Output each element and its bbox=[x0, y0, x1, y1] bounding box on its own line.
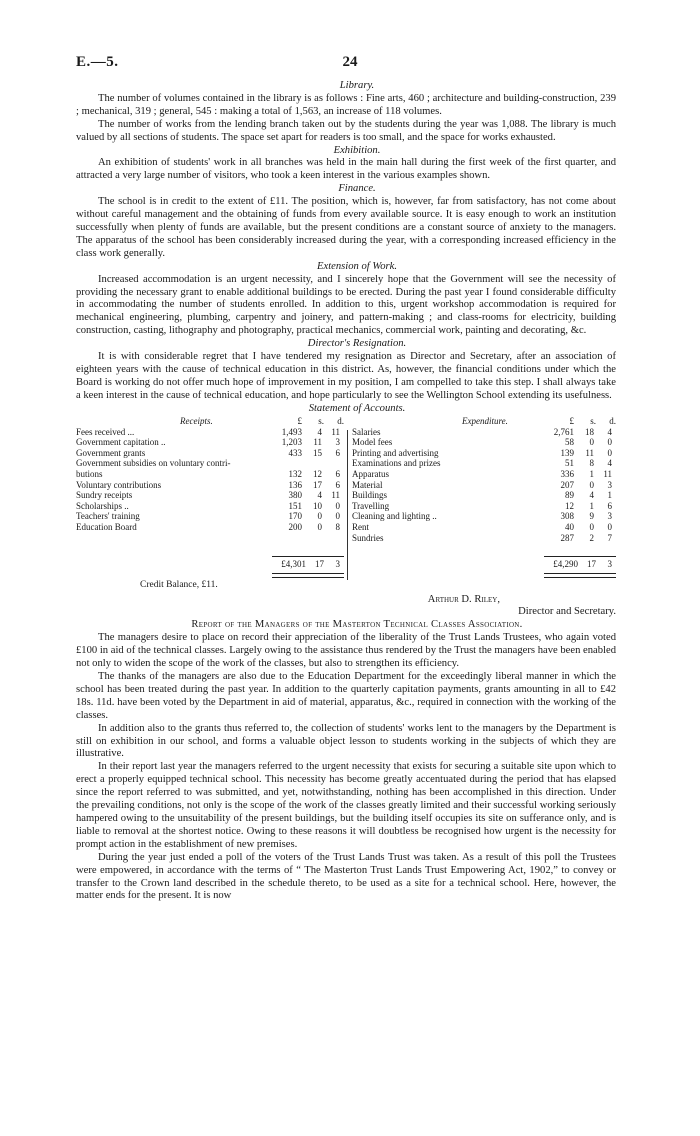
receipt-amount bbox=[272, 448, 344, 459]
expenditure-total-rule bbox=[544, 556, 616, 557]
credit-balance: Credit Balance, £11. bbox=[140, 579, 218, 590]
receipt-pence: 11 bbox=[331, 426, 340, 437]
pounds-head: £ bbox=[569, 415, 574, 426]
expenditure-shillings: 9 bbox=[589, 511, 594, 522]
receipt-shillings: 10 bbox=[313, 500, 322, 511]
exhibition-heading: Exhibition. bbox=[333, 144, 381, 156]
receipt-pounds: 200 bbox=[288, 521, 302, 532]
expenditure-pounds: 2,761 bbox=[553, 426, 574, 437]
receipt-pounds: 1,203 bbox=[281, 437, 302, 448]
receipt-row bbox=[76, 458, 344, 469]
receipt-shillings: 12 bbox=[313, 468, 322, 479]
report-paragraph-4: In their report last year the managers referred to the urgent necessity that exists for securing a suitable site upon which to erect a properly equipped technical school. This necessity has become greatly accentuated during the period that has elapsed since the report referred to was submitted, and yet, notwithstanding, nothing has been accomplished in this direction. Under the prevailing conditions, not only is the scope of the work of the classes greatly limited and their successful working seriously hampered owing to the unsuitability of the present buildings, but the building itself occupies its site on sufferance only, and is liable to removal at the shortest notice. Owing to these reasons it will doubtless be recognised how urgent is the necessity for prompt action in the establishment of new premises. bbox=[76, 761, 616, 850]
expenditure-shillings: 8 bbox=[589, 458, 594, 469]
expenditure-pounds: 89 bbox=[565, 490, 574, 501]
receipt-row bbox=[76, 469, 344, 480]
expenditure-shillings: 1 bbox=[589, 468, 594, 479]
receipt-label: Government capitation .. bbox=[76, 437, 166, 448]
receipt-shillings: 15 bbox=[313, 447, 322, 458]
receipt-pence: 11 bbox=[331, 490, 340, 501]
receipt-row bbox=[76, 480, 344, 491]
shillings-head: s. bbox=[318, 415, 324, 426]
expenditure-row bbox=[352, 427, 616, 438]
receipts-double-rule bbox=[272, 573, 344, 578]
expenditure-pounds: 207 bbox=[560, 479, 574, 490]
expenditure-label: Salaries bbox=[352, 426, 381, 437]
receipts-total-pence: 3 bbox=[335, 558, 340, 569]
expenditure-label: Rent bbox=[352, 521, 369, 532]
receipt-pence: 0 bbox=[335, 511, 340, 522]
expenditure-row bbox=[352, 448, 616, 459]
expenditure-label: Cleaning and lighting .. bbox=[352, 511, 437, 522]
expenditure-label: Model fees bbox=[352, 437, 393, 448]
signatory-name: Arthur D. Riley, bbox=[427, 593, 500, 605]
expenditure-pence: 4 bbox=[607, 458, 612, 469]
series-code: E.—5. bbox=[76, 54, 119, 70]
statement-title: Statement of Accounts. bbox=[308, 402, 406, 414]
expenditure-row bbox=[352, 437, 616, 448]
expenditure-pence: 3 bbox=[607, 479, 612, 490]
receipts-caption: Receipts. bbox=[180, 415, 213, 426]
receipt-shillings: 4 bbox=[317, 426, 322, 437]
receipt-pounds: 380 bbox=[288, 490, 302, 501]
finance-paragraph: The school is in credit to the extent of £11. The position, which is, however, far from satisfactory, has not come about without careful management and the obtaining of funds from every available source. It is easy enough to work an institution successfully when plenty of funds are available, but the present conditions are a constant source of anxiety to the managers. The apparatus of the school has been considerably increased during the year, with a corresponding increased efficiency in the class work generally. bbox=[76, 196, 616, 259]
receipt-shillings: 0 bbox=[317, 521, 322, 532]
extension-paragraph: Increased accommodation is an urgent necessity, and I sincerely hope that the Government will see the necessity of providing the necessary grant to enable additional buildings to be erected. During the past year I found considerable difficulty in accommodating the number of students enrolled. In addition to this, urgent workshop accommodation is required for mechanical engineering, plumbing, carpentry and joinery, and pattern-making ; and class-rooms for electricity, building construction, casting, lithography and photography, practical mechanics, commercial work, painting and decorating, &c. bbox=[76, 273, 616, 337]
expenditure-pounds: 139 bbox=[560, 447, 574, 458]
expenditure-amount bbox=[544, 448, 616, 459]
receipt-pence: 3 bbox=[335, 437, 340, 448]
receipt-amount bbox=[272, 427, 344, 438]
report-paragraph-5: During the year just ended a poll of the voters of the Trust Lands Trust was taken. As a result of this poll the Trustees were empowered, in accordance with the terms of “ The Masterton Trust Lands Trust Empowering Act, 1902,” to convey or transfer to the Crown land described in the schedule thereto, to be used as a site for a technical school. Here, however, the matter ends for the present. It is now bbox=[76, 851, 616, 902]
receipt-label: Sundry receipts bbox=[76, 490, 133, 501]
expenditure-amount bbox=[544, 511, 616, 522]
receipt-amount bbox=[272, 469, 344, 480]
finance-heading: Finance. bbox=[338, 183, 376, 195]
expenditure-shillings: 18 bbox=[585, 426, 594, 437]
expenditure-row bbox=[352, 501, 616, 512]
signatory-title: Director and Secretary. bbox=[518, 606, 616, 618]
receipt-shillings: 17 bbox=[313, 479, 322, 490]
expenditure-rows bbox=[352, 427, 616, 544]
extension-heading: Extension of Work. bbox=[317, 260, 397, 272]
expenditure-label: Sundries bbox=[352, 532, 384, 543]
receipt-pounds: 132 bbox=[288, 468, 302, 479]
receipt-pence: 6 bbox=[335, 479, 340, 490]
expenditure-total bbox=[544, 559, 616, 570]
receipt-label: Teachers' training bbox=[76, 511, 140, 522]
expenditure-shillings: 0 bbox=[589, 437, 594, 448]
expenditure-label: Travelling bbox=[352, 500, 390, 511]
receipt-amount bbox=[272, 511, 344, 522]
page-body bbox=[76, 80, 616, 903]
expenditure-amount bbox=[544, 490, 616, 501]
receipt-shillings: 0 bbox=[317, 511, 322, 522]
receipts-total bbox=[272, 559, 344, 570]
report-title: Report of the Managers of the Masterton Technical Classes Association. bbox=[191, 619, 523, 631]
library-heading: Library. bbox=[339, 80, 375, 91]
expenditure-shillings: 11 bbox=[585, 447, 594, 458]
expenditure-caption: Expenditure. bbox=[462, 415, 508, 426]
receipt-pence: 6 bbox=[335, 447, 340, 458]
exhibition-paragraph: An exhibition of students' work in all branches was held in the main hall during the first week of the first quarter, and attracted a very large number of visitors, who took a keen interest in the various examples shown. bbox=[76, 157, 616, 182]
expenditure-shillings: 0 bbox=[589, 521, 594, 532]
expenditure-amount bbox=[544, 469, 616, 480]
receipt-pounds: 433 bbox=[288, 447, 302, 458]
pence-head: d. bbox=[337, 415, 344, 426]
expenditure-shillings: 2 bbox=[589, 532, 594, 543]
expenditure-total-pounds: £4,290 bbox=[553, 558, 578, 569]
receipt-pounds: 136 bbox=[288, 479, 302, 490]
expenditure-pence: 0 bbox=[607, 521, 612, 532]
expenditure-total-shillings: 17 bbox=[587, 558, 596, 569]
expenditure-label: Printing and advertising bbox=[352, 447, 439, 458]
receipt-row bbox=[76, 448, 344, 459]
receipt-row bbox=[76, 427, 344, 438]
statement-of-accounts bbox=[76, 416, 616, 594]
receipt-amount bbox=[272, 490, 344, 501]
pounds-head: £ bbox=[297, 415, 302, 426]
report-paragraph-1: The managers desire to place on record their appreciation of the liberality of the Trust Lands Trustees, who again voted £100 in aid of the technical classes. Largely owing to the assistance thus rendered by the Trust the managers have been enabled not only to widen the scope of the work of the classes, but also to strengthen its efficiency. bbox=[76, 632, 616, 670]
expenditure-header bbox=[352, 416, 616, 427]
receipts-total-rule bbox=[272, 556, 344, 557]
expenditure-label: Apparatus bbox=[352, 468, 389, 479]
expenditure-row bbox=[352, 511, 616, 522]
resignation-paragraph: It is with considerable regret that I have tendered my resignation as Director and Secretary, after an association of eighteen years with the cause of technical education in this district. As, however, the financial conditions under which the Board is working do not offer much hope of improvement in my position, I am compelled to take this step. I shall always take a keen interest in the cause of technical education, and hope particularly to see the Wellington School extending its usefulness. bbox=[76, 351, 616, 401]
expenditure-pence: 0 bbox=[607, 447, 612, 458]
expenditure-row bbox=[352, 469, 616, 480]
receipt-label: Education Board bbox=[76, 521, 137, 532]
receipt-amount bbox=[272, 480, 344, 491]
receipt-pounds: 151 bbox=[288, 500, 302, 511]
expenditure-pounds: 40 bbox=[565, 521, 574, 532]
expenditure-label: Material bbox=[352, 479, 383, 490]
expenditure-label: Examinations and prizes bbox=[352, 458, 441, 469]
receipt-pence: 0 bbox=[335, 500, 340, 511]
expenditure-row bbox=[352, 533, 616, 544]
receipt-amount bbox=[272, 522, 344, 533]
receipt-amount bbox=[272, 501, 344, 512]
expenditure-row bbox=[352, 522, 616, 533]
library-paragraph-1: The number of volumes contained in the library is as follows : Fine arts, 460 ; architecture and building-construction, 239 ; mechanical, 319 ; general, 545 : making a total of 1,563, an increase of 118 volumes. bbox=[76, 92, 616, 117]
report-paragraph-3: In addition also to the grants thus referred to, the collection of students' works lent to the managers by the Department is still on exhibition in our school, and forms a valuable object lesson to students working in the subjects of which they are illustrative. bbox=[76, 722, 616, 760]
expenditure-pence: 4 bbox=[607, 426, 612, 437]
expenditure-amount bbox=[544, 533, 616, 544]
expenditure-pence: 11 bbox=[603, 468, 612, 479]
expenditure-pounds: 287 bbox=[560, 532, 574, 543]
expenditure-pence: 7 bbox=[607, 532, 612, 543]
expenditure-column bbox=[352, 416, 616, 544]
expenditure-row bbox=[352, 490, 616, 501]
page-number: 24 bbox=[342, 54, 358, 70]
expenditure-pence: 6 bbox=[607, 500, 612, 511]
expenditure-pounds: 12 bbox=[565, 500, 574, 511]
library-paragraph-2: The number of works from the lending branch taken out by the students during the year was 1,088. The library is much valued by all sections of students. The space set apart for readers is too small, and the space for works exhausted. bbox=[76, 118, 616, 143]
receipt-row bbox=[76, 522, 344, 533]
receipt-row bbox=[76, 511, 344, 522]
receipts-rows bbox=[76, 427, 344, 533]
report-paragraph-2: The thanks of the managers are also due to the Education Department for the exceedingly liberal manner in which the school has been treated during the past year. In addition to the quarterly capitation payments, grants amounting in all to £42 18s. 11d. have been voted by the Department in aid of material, apparatus, &c., required in connection with the working of the classes. bbox=[76, 671, 616, 721]
expenditure-pounds: 51 bbox=[565, 458, 574, 469]
expenditure-pence: 3 bbox=[607, 511, 612, 522]
receipt-label: Government grants bbox=[76, 447, 146, 458]
expenditure-total-pence: 3 bbox=[607, 558, 612, 569]
money-heads bbox=[544, 416, 616, 427]
resignation-heading: Director's Resignation. bbox=[307, 338, 407, 350]
shillings-head: s. bbox=[590, 415, 596, 426]
expenditure-double-rule bbox=[544, 573, 616, 578]
expenditure-pence: 0 bbox=[607, 437, 612, 448]
expenditure-pounds: 58 bbox=[565, 437, 574, 448]
expenditure-amount bbox=[544, 480, 616, 491]
expenditure-amount bbox=[544, 522, 616, 533]
receipt-shillings: 4 bbox=[317, 490, 322, 501]
expenditure-amount bbox=[544, 427, 616, 438]
expenditure-shillings: 4 bbox=[589, 490, 594, 501]
expenditure-pence: 1 bbox=[607, 490, 612, 501]
receipt-pence: 6 bbox=[335, 468, 340, 479]
expenditure-amount bbox=[544, 458, 616, 469]
pence-head: d. bbox=[609, 415, 616, 426]
receipt-row bbox=[76, 437, 344, 448]
expenditure-shillings: 1 bbox=[589, 500, 594, 511]
receipt-label: Voluntary contributions bbox=[76, 479, 162, 490]
expenditure-shillings: 0 bbox=[589, 479, 594, 490]
receipt-label: butions bbox=[76, 468, 103, 479]
column-divider bbox=[347, 430, 348, 580]
expenditure-amount bbox=[544, 501, 616, 512]
receipts-column bbox=[76, 416, 344, 533]
expenditure-amount bbox=[544, 437, 616, 448]
receipt-label: Scholarships .. bbox=[76, 500, 129, 511]
receipt-row bbox=[76, 490, 344, 501]
receipt-pence: 8 bbox=[335, 521, 340, 532]
receipt-amount bbox=[272, 437, 344, 448]
expenditure-pounds: 308 bbox=[560, 511, 574, 522]
receipt-label: Government subsidies on voluntary contri- bbox=[76, 458, 231, 469]
expenditure-label: Buildings bbox=[352, 490, 388, 501]
receipt-row bbox=[76, 501, 344, 512]
receipt-pounds: 170 bbox=[288, 511, 302, 522]
receipt-shillings: 11 bbox=[313, 437, 322, 448]
expenditure-pounds: 336 bbox=[560, 468, 574, 479]
receipts-total-pounds: £4,301 bbox=[281, 558, 306, 569]
receipt-label: Fees received ... bbox=[76, 426, 135, 437]
receipts-header bbox=[76, 416, 344, 427]
receipt-pounds: 1,493 bbox=[281, 426, 302, 437]
money-heads bbox=[272, 416, 344, 427]
expenditure-row bbox=[352, 480, 616, 491]
expenditure-row bbox=[352, 458, 616, 469]
receipts-total-shillings: 17 bbox=[315, 558, 324, 569]
